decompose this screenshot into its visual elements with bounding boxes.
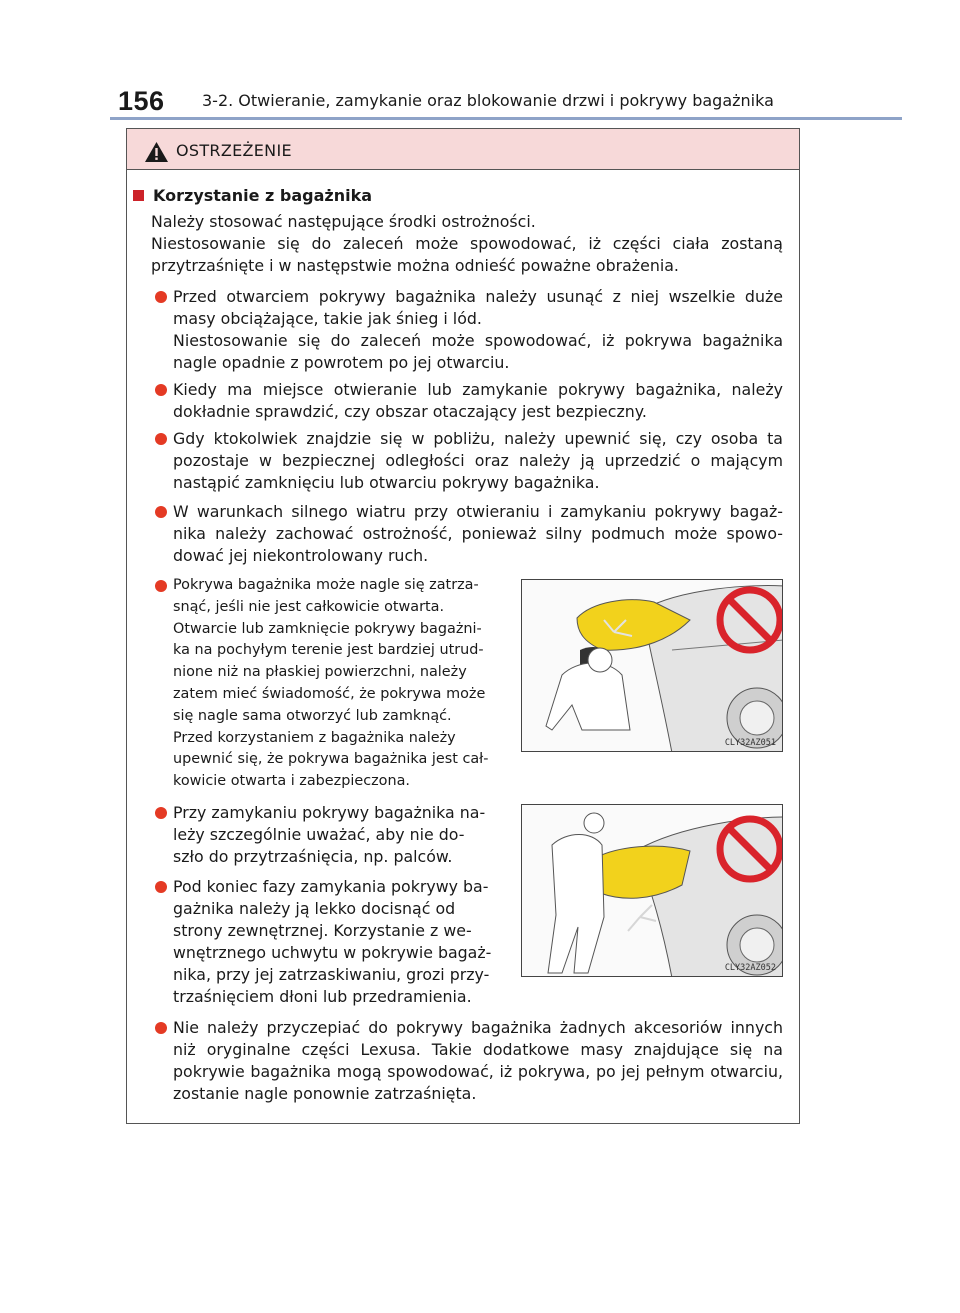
illustration-trunk-closing — [521, 579, 783, 752]
bullet-dot-icon — [155, 807, 167, 819]
list-item — [155, 1017, 783, 1105]
bullet-text: Gdy ktokolwiek znajdzie się w pobliżu, należy upewnić się, czy osoba ta pozostaje w bezpiecznej odległości oraz należy ją uprzedzić o mającym nastąpić zamknięciu lub otwarciu pokrywy bagażnika. — [173, 429, 783, 492]
section-title: 3-2. Otwieranie, zamykanie oraz blokowanie drzwi i pokrywy bagażnika — [202, 91, 774, 110]
bullet-line: upewnić się, że pokrywa bagażnika jest cał- — [173, 751, 489, 768]
bullet-line: Otwarcie lub zamknięcie pokrywy bagażni- — [173, 620, 482, 637]
bullet-line: trzaśnięciem dłoni lub przedramienia. — [173, 987, 472, 1006]
car-trunk-illustration — [522, 805, 783, 977]
bullet-line: Przed korzystaniem z bagażnika należy — [173, 729, 456, 746]
bullet-dot-icon — [155, 1022, 167, 1034]
square-bullet-icon — [133, 190, 144, 201]
intro-line: Należy stosować następujące środki ostrożności. — [151, 212, 536, 231]
list-item — [155, 286, 783, 374]
bullet-text: Nie należy przyczepiać do pokrywy bagażnika żadnych akcesoriów innych niż oryginalne części Lexusa. Takie dodatkowe masy znajdujące się na pokrywie bagażnika mogą spowodować, iż pokrywa, po jej pełnym otwarciu, zostanie nagle ponownie zatrzaśnięta. — [173, 1018, 783, 1103]
bullet-dot-icon — [155, 384, 167, 396]
warning-label: OSTRZEŻENIE — [176, 141, 292, 160]
intro-paragraph — [151, 211, 783, 277]
bullet-line: nika, przy jej zatrzaskiwaniu, grozi przy- — [173, 965, 490, 984]
bullet-line: Przy zamykaniu pokrywy bagażnika na- — [173, 803, 486, 822]
bullet-line: ka na pochyłym terenie jest bardziej utrud- — [173, 642, 484, 659]
list-item — [155, 876, 524, 1008]
warning-box — [126, 128, 800, 1124]
bullet-line: Pod koniec fazy zamykania pokrywy ba- — [173, 877, 489, 896]
car-trunk-illustration — [522, 580, 783, 752]
bullet-line: się nagle sama otworzyć lub zamknąć. — [173, 707, 452, 724]
list-item — [155, 379, 783, 423]
list-item — [155, 428, 783, 494]
bullet-line: snąć, jeśli nie jest całkowicie otwarta. — [173, 598, 445, 615]
bullet-line: zatem mieć świadomość, że pokrywa może — [173, 685, 486, 702]
list-item — [155, 501, 783, 567]
header-rule — [110, 117, 902, 120]
bullet-dot-icon — [155, 881, 167, 893]
page-number: 156 — [118, 86, 165, 116]
bullet-line: wnętrznego uchwytu w pokrywie bagaż- — [173, 943, 492, 962]
bullet-line: leży szczególnie uważać, aby nie do- — [173, 825, 465, 844]
list-item — [155, 575, 524, 793]
topic-heading — [133, 185, 372, 207]
bullet-line: strony zewnętrznej. Korzystanie z we- — [173, 921, 472, 940]
intro-line: Niestosowanie się do zaleceń może spowodować, iż części ciała zostaną przytrzaśnięte i w następstwie można odnieść poważne obrażenia. — [151, 234, 783, 275]
bullet-line: szło do przytrzaśnięcia, np. palców. — [173, 847, 453, 866]
bullet-text: Kiedy ma miejsce otwieranie lub zamykanie pokrywy bagażnika, należy dokładnie sprawdzić, czy obszar otaczający jest bezpieczny. — [173, 380, 783, 421]
bullet-text: Przed otwarciem pokrywy bagażnika należy usunąć z niej wszelkie duże masy obciążające, takie jak śnieg i lód. — [173, 287, 783, 328]
warning-triangle-icon — [144, 141, 169, 163]
topic-title: Korzystanie z bagażnika — [153, 186, 373, 205]
illustration-code: CLY32AZ052 — [724, 963, 776, 973]
bullet-line: gażnika należy ją lekko docisnąć od — [173, 899, 456, 918]
bullet-text: Niestosowanie się do zaleceń może spowodować, iż pokrywa bagażnika nagle opadnie z powrotem po jej otwarciu. — [173, 331, 783, 372]
bullet-line: kowicie otwarta i zabezpieczona. — [173, 773, 410, 790]
bullet-line: Pokrywa bagażnika może nagle się zatrza- — [173, 577, 479, 593]
bullet-dot-icon — [155, 433, 167, 445]
bullet-text: W warunkach silnego wiatru przy otwieraniu i zamykaniu pokrywy bagaż-nika należy zachować ostrożność, ponieważ silny podmuch może spowo-dować jej niekontrolowany ruch. — [173, 502, 783, 565]
illustration-trunk-pressing — [521, 804, 783, 977]
warning-header — [127, 129, 799, 170]
list-item — [155, 802, 524, 868]
bullet-dot-icon — [155, 580, 167, 592]
page-header — [118, 86, 898, 116]
bullet-dot-icon — [155, 291, 167, 303]
bullet-dot-icon — [155, 506, 167, 518]
illustration-code: CLY32AZ051 — [724, 738, 776, 748]
bullet-line: nione niż na płaskiej powierzchni, należy — [173, 664, 467, 681]
